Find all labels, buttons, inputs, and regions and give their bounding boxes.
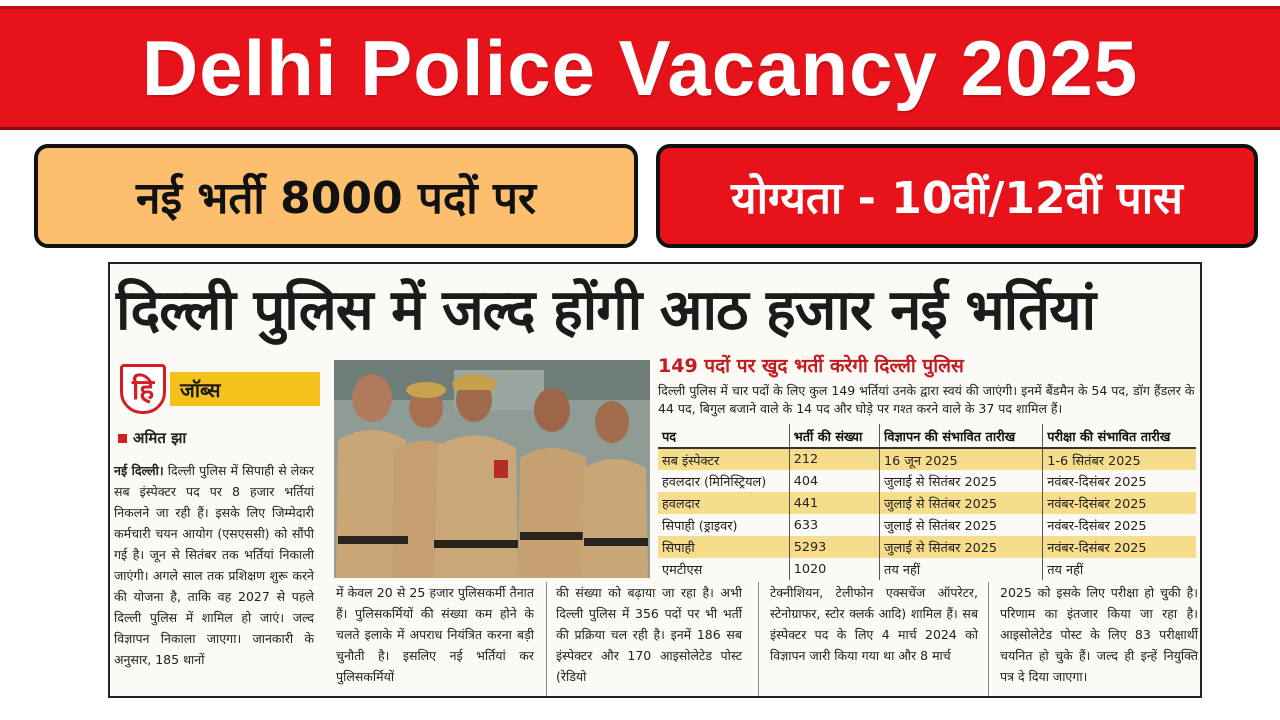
table-cell: 5293 <box>789 536 879 558</box>
table-cell: एमटीएस <box>662 563 703 578</box>
table-cell: जुलाई से सितंबर 2025 <box>880 514 1043 536</box>
clipping-headline: दिल्ली पुलिस में जल्द होंगी आठ हजार नई भर्तियां <box>116 278 1096 343</box>
table-header-cell: भर्ती की संख्या <box>789 424 879 448</box>
table-cell: 1-6 सितंबर 2025 <box>1043 448 1196 470</box>
newspaper-clipping <box>108 262 1202 698</box>
table-cell: हवलदार (मिनिस्ट्रियल) <box>662 475 767 490</box>
table-row <box>658 470 1196 492</box>
eligibility-badge: योग्यता - 10वीं/12वीं पास <box>656 144 1258 248</box>
table-row <box>658 558 1196 580</box>
jobs-section-label: जॉब्स <box>170 372 320 406</box>
table-cell: तय नहीं <box>880 558 1043 580</box>
table-cell: 212 <box>789 448 879 470</box>
table-cell: 1020 <box>789 558 879 580</box>
column-divider <box>988 582 989 696</box>
article-column-2: में केवल 20 से 25 हजार पुलिसकर्मी तैनात हैं। पुलिसकर्मियों की संख्या कम होने के चलते इलाके में अपराध नियंत्रित करना बड़ी चुनौती है। इसलिए नई भर्तियां कर पुलिसकर्मियों <box>336 585 534 684</box>
hindustan-emblem-icon: हि <box>120 364 166 414</box>
article-column-1-text: दिल्ली पुलिस में सिपाही से लेकर सब इंस्पेक्टर पद पर 8 हजार भर्तियां निकलने जा रही हैं। इसके लिए जिम्मेदारी कर्मचारी चयन आयोग (एसएससी) को सौंपी गई है। जून से सितंबर तक भर्तियां निकाली जाएंगी। अगले साल तक प्रशिक्षण शुरू करने की योजना है, ताकि वह 2027 से पहले दिल्ली पुलिस में शामिल हो जाएं। जल्द विज्ञापन निकाला जाएगा। जानकारी के अनुसार, 185 थानों <box>114 463 314 667</box>
title-banner <box>0 6 1280 130</box>
table-row <box>658 514 1196 536</box>
table-cell: 404 <box>789 470 879 492</box>
police-officers-photo <box>334 360 650 578</box>
vacancy-count-badge: नई भर्ती 8000 पदों पर <box>34 144 638 248</box>
table-cell: जुलाई से सितंबर 2025 <box>880 492 1043 514</box>
table-cell: सब इंस्पेक्टर <box>658 448 789 470</box>
table-cell: 633 <box>789 514 879 536</box>
table-cell: नवंबर-दिसंबर 2025 <box>1043 470 1196 492</box>
table-cell: 441 <box>789 492 879 514</box>
table-header-cell: विज्ञापन की संभावित तारीख <box>880 424 1043 448</box>
table-cell: जुलाई से सितंबर 2025 <box>880 470 1043 492</box>
table-cell: जुलाई से सितंबर 2025 <box>880 536 1043 558</box>
vacancy-table <box>658 424 1196 580</box>
table-section-title: 149 पदों पर खुद भर्ती करेगी दिल्ली पुलिस <box>658 355 964 377</box>
table-row <box>658 448 1196 470</box>
table-cell: तय नहीं <box>1043 558 1196 580</box>
table-header-cell: पद <box>658 424 789 448</box>
table-cell: सिपाही <box>658 536 789 558</box>
dateline: नई दिल्ली। <box>114 463 164 478</box>
byline-square-icon <box>118 434 127 443</box>
table-cell: हवलदार <box>658 492 789 514</box>
article-column-3: की संख्या को बढ़ाया जा रहा है। अभी दिल्ली पुलिस में 356 पदों पर भी भर्ती की प्रक्रिया चल रही है। इनमें 186 सब इंस्पेक्टर और 170 आइसोलेटेड पोस्ट (रेडियो <box>556 585 742 684</box>
table-cell: 16 जून 2025 <box>880 448 1043 470</box>
byline <box>118 428 186 448</box>
banner-title: Delhi Police Vacancy 2025 <box>141 23 1139 112</box>
table-header-cell: परीक्षा की संभावित तारीख <box>1043 424 1196 448</box>
table-cell: नवंबर-दिसंबर 2025 <box>1043 492 1196 514</box>
table-cell: सिपाही (ड्राइवर) <box>662 519 738 534</box>
police-officers-illustration <box>334 360 650 578</box>
jobs-section-logo <box>120 364 320 414</box>
table-cell: नवंबर-दिसंबर 2025 <box>1043 514 1196 536</box>
article-column-4: टेक्नीशियन, टेलीफोन एक्सचेंज ऑपरेटर, स्टेनोग्राफर, स्टोर क्लर्क आदि) शामिल हैं। सब इंस्पेक्टर पद के लिए 4 मार्च 2024 को विज्ञापन जारी किया गया था और 8 मार्च <box>770 585 978 663</box>
column-divider <box>758 582 759 696</box>
table-cell: नवंबर-दिसंबर 2025 <box>1043 536 1196 558</box>
byline-author: अमित झा <box>133 429 187 447</box>
table-row <box>658 492 1196 514</box>
article-column-5: 2025 को इसके लिए परीक्षा हो चुकी है। परिणाम का इंतजार किया जा रहा है। आइसोलेटेड पोस्ट के लिए 83 परीक्षार्थी चयनित हो चुके हैं। जल्द ही इन्हें नियुक्ति पत्र दे दिया जाएगा। <box>1000 585 1198 684</box>
column-divider <box>546 582 547 696</box>
table-section-intro: दिल्ली पुलिस में चार पदों के लिए कुल 149 भर्तियां उनके द्वारा स्वयं की जाएंगी। इनमें बैंडमैन के 54 पद, डॉग हैंडलर के 44 पद, बिगुल बजाने वाले के 14 पद और घोड़े पर गश्त करने वाले के 37 पद शामिल हैं। <box>658 383 1195 416</box>
table-row <box>658 536 1196 558</box>
table-header-row <box>658 424 1196 448</box>
article-column-1 <box>114 460 314 670</box>
